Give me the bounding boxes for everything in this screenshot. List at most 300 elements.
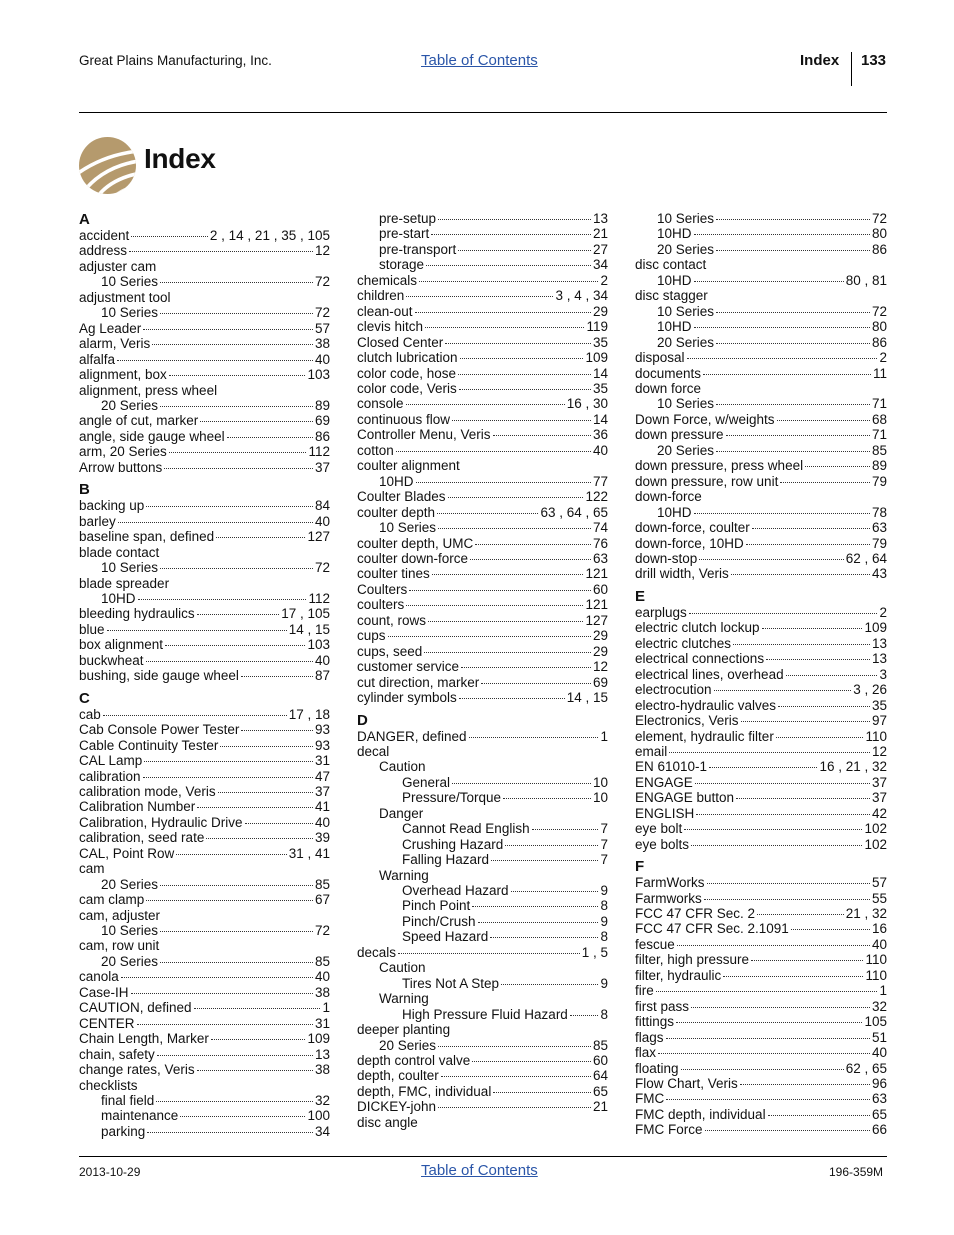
index-page-refs[interactable]: 121 (585, 597, 608, 613)
index-entry[interactable] (635, 713, 887, 728)
index-page-refs[interactable]: 31 , 41 (288, 845, 330, 861)
index-entry[interactable] (79, 877, 330, 892)
index-page-refs[interactable]: 7 (600, 821, 608, 837)
index-page-refs[interactable]: 37 (871, 774, 887, 790)
index-entry[interactable] (357, 288, 608, 303)
index-entry[interactable] (79, 722, 330, 737)
index-entry[interactable] (635, 775, 887, 790)
index-page-refs[interactable]: 9 (600, 975, 608, 991)
index-page-refs[interactable]: 63 (592, 550, 608, 566)
index-entry[interactable] (635, 536, 887, 551)
index-entry[interactable] (357, 898, 608, 913)
index-page-refs[interactable]: 65 (592, 1083, 608, 1099)
index-page-refs[interactable]: 8 (600, 929, 608, 945)
index-page-refs[interactable]: 87 (314, 668, 330, 684)
index-entry[interactable] (79, 830, 330, 845)
index-page-refs[interactable]: 38 (314, 984, 330, 1000)
index-entry[interactable] (357, 790, 608, 805)
index-entry[interactable] (357, 852, 608, 867)
index-entry[interactable] (635, 744, 887, 759)
index-entry[interactable] (357, 597, 608, 612)
index-page-refs[interactable]: 9 (600, 883, 608, 899)
index-page-refs[interactable]: 40 (314, 351, 330, 367)
index-page-refs[interactable]: 63 (871, 520, 887, 536)
index-page-refs[interactable]: 35 (592, 380, 608, 396)
index-page-refs[interactable]: 32 (871, 998, 887, 1014)
index-entry[interactable] (635, 1107, 887, 1122)
index-entry[interactable] (79, 985, 330, 1000)
index-page-refs[interactable]: 97 (871, 713, 887, 729)
index-entry[interactable] (635, 520, 887, 535)
index-page-refs[interactable]: 72 (314, 560, 330, 576)
index-page-refs[interactable]: 62 , 64 (845, 550, 887, 566)
index-page-refs[interactable]: 85 (871, 442, 887, 458)
index-page-refs[interactable]: 34 (314, 1123, 330, 1139)
index-entry[interactable] (79, 954, 330, 969)
index-entry[interactable] (357, 837, 608, 852)
index-page-refs[interactable]: 37 (314, 459, 330, 475)
index-entry[interactable] (79, 753, 330, 768)
index-page-refs[interactable]: 17 , 105 (281, 606, 330, 622)
index-page-refs[interactable]: 29 (592, 303, 608, 319)
index-entry[interactable] (357, 505, 608, 520)
index-entry[interactable] (357, 976, 608, 991)
index-entry[interactable] (79, 622, 330, 637)
index-entry[interactable] (79, 707, 330, 722)
index-page-refs[interactable]: 3 , 26 (853, 682, 887, 698)
index-entry[interactable] (635, 875, 887, 890)
index-page-refs[interactable]: 110 (865, 728, 887, 744)
header-toc-link[interactable]: Table of Contents (421, 52, 538, 69)
index-entry[interactable] (357, 335, 608, 350)
index-page-refs[interactable]: 47 (314, 768, 330, 784)
index-entry[interactable] (357, 242, 608, 257)
index-entry[interactable] (357, 1084, 608, 1099)
index-page-refs[interactable]: 31 (314, 1015, 330, 1031)
index-entry[interactable] (79, 738, 330, 753)
index-entry[interactable] (79, 429, 330, 444)
index-page-refs[interactable]: 57 (871, 875, 887, 891)
index-entry[interactable] (79, 1016, 330, 1031)
index-entry[interactable] (79, 413, 330, 428)
index-page-refs[interactable]: 85 (592, 1037, 608, 1053)
index-entry[interactable] (635, 620, 887, 635)
index-page-refs[interactable]: 21 , 32 (845, 906, 887, 922)
index-page-refs[interactable]: 79 (871, 473, 887, 489)
index-page-refs[interactable]: 29 (592, 643, 608, 659)
index-page-refs[interactable]: 103 (307, 367, 330, 383)
index-page-refs[interactable]: 3 (879, 666, 887, 682)
index-entry[interactable] (79, 398, 330, 413)
index-entry[interactable] (635, 1091, 887, 1106)
index-entry[interactable] (79, 653, 330, 668)
index-entry[interactable] (79, 1062, 330, 1077)
index-page-refs[interactable]: 60 (592, 1053, 608, 1069)
index-page-refs[interactable]: 105 (864, 1014, 887, 1030)
index-page-refs[interactable]: 110 (865, 967, 887, 983)
index-page-refs[interactable]: 12 (314, 243, 330, 259)
index-page-refs[interactable]: 122 (585, 489, 608, 505)
index-entry[interactable] (79, 560, 330, 575)
index-entry[interactable] (357, 273, 608, 288)
index-page-refs[interactable]: 7 (600, 836, 608, 852)
index-page-refs[interactable]: 74 (592, 520, 608, 536)
index-entry[interactable] (635, 891, 887, 906)
index-page-refs[interactable]: 35 (592, 334, 608, 350)
index-page-refs[interactable]: 68 (871, 411, 887, 427)
index-page-refs[interactable]: 71 (871, 396, 887, 412)
index-entry[interactable] (357, 883, 608, 898)
index-entry[interactable] (357, 520, 608, 535)
index-page-refs[interactable]: 127 (585, 612, 608, 628)
index-entry[interactable] (357, 489, 608, 504)
index-page-refs[interactable]: 12 (592, 659, 608, 675)
index-entry[interactable] (357, 350, 608, 365)
index-page-refs[interactable]: 96 (871, 1076, 887, 1092)
index-entry[interactable] (635, 837, 887, 852)
index-entry[interactable] (357, 412, 608, 427)
index-entry[interactable] (357, 914, 608, 929)
index-page-refs[interactable]: 112 (308, 590, 330, 606)
index-page-refs[interactable]: 12 (871, 743, 887, 759)
index-entry[interactable] (635, 505, 887, 520)
index-entry[interactable] (635, 412, 887, 427)
index-page-refs[interactable]: 1 (322, 1000, 330, 1016)
index-entry[interactable] (79, 923, 330, 938)
index-page-refs[interactable]: 2 , 14 , 21 , 35 , 105 (209, 228, 330, 243)
index-entry[interactable] (79, 1047, 330, 1062)
index-entry[interactable] (635, 999, 887, 1014)
index-page-refs[interactable]: 80 , 81 (845, 272, 887, 288)
index-page-refs[interactable]: 93 (314, 737, 330, 753)
index-entry[interactable] (79, 336, 330, 351)
index-page-refs[interactable]: 57 (314, 320, 330, 336)
index-entry[interactable] (635, 1030, 887, 1045)
index-page-refs[interactable]: 60 (592, 581, 608, 597)
index-page-refs[interactable]: 89 (871, 458, 887, 474)
index-entry[interactable] (79, 815, 330, 830)
index-page-refs[interactable]: 121 (585, 566, 608, 582)
index-entry[interactable] (357, 775, 608, 790)
index-entry[interactable] (635, 350, 887, 365)
index-entry[interactable] (357, 474, 608, 489)
index-entry[interactable] (635, 806, 887, 821)
index-page-refs[interactable]: 72 (314, 923, 330, 939)
index-page-refs[interactable]: 37 (314, 783, 330, 799)
index-page-refs[interactable]: 13 (871, 635, 887, 651)
index-page-refs[interactable]: 1 , 5 (581, 944, 608, 960)
index-page-refs[interactable]: 10 (592, 790, 608, 806)
index-entry[interactable] (635, 443, 887, 458)
index-page-refs[interactable]: 40 (314, 814, 330, 830)
index-entry[interactable] (357, 729, 608, 744)
index-page-refs[interactable]: 35 (871, 697, 887, 713)
index-page-refs[interactable]: 40 (314, 652, 330, 668)
index-entry[interactable] (357, 1099, 608, 1114)
index-page-refs[interactable]: 3 , 4 , 34 (555, 288, 608, 304)
index-entry[interactable] (635, 682, 887, 697)
index-entry[interactable] (635, 983, 887, 998)
index-entry[interactable] (635, 1014, 887, 1029)
index-entry[interactable] (79, 969, 330, 984)
index-page-refs[interactable]: 13 (592, 211, 608, 226)
index-page-refs[interactable]: 14 , 15 (566, 690, 608, 706)
index-entry[interactable] (79, 321, 330, 336)
index-entry[interactable] (357, 945, 608, 960)
index-page-refs[interactable]: 51 (871, 1029, 887, 1045)
index-entry[interactable] (79, 305, 330, 320)
index-entry[interactable] (635, 1061, 887, 1076)
index-page-refs[interactable]: 76 (592, 535, 608, 551)
index-page-refs[interactable]: 40 (592, 442, 608, 458)
index-entry[interactable] (79, 228, 330, 243)
index-page-refs[interactable]: 29 (592, 628, 608, 644)
index-entry[interactable] (635, 551, 887, 566)
index-page-refs[interactable]: 86 (871, 241, 887, 257)
index-page-refs[interactable]: 11 (872, 365, 887, 381)
index-entry[interactable] (79, 846, 330, 861)
index-page-refs[interactable]: 37 (871, 790, 887, 806)
index-page-refs[interactable]: 79 (871, 535, 887, 551)
index-page-refs[interactable]: 40 (871, 1045, 887, 1061)
index-entry[interactable] (357, 675, 608, 690)
index-entry[interactable] (357, 1038, 608, 1053)
index-entry[interactable] (79, 498, 330, 513)
index-entry[interactable] (357, 381, 608, 396)
index-page-refs[interactable]: 14 (592, 365, 608, 381)
index-page-refs[interactable]: 14 , 15 (288, 621, 330, 637)
index-page-refs[interactable]: 127 (307, 529, 330, 545)
index-page-refs[interactable]: 2 (879, 350, 887, 366)
index-page-refs[interactable]: 21 (592, 226, 608, 242)
index-entry[interactable] (357, 1053, 608, 1068)
index-page-refs[interactable]: 1 (879, 983, 887, 999)
index-entry[interactable] (635, 1122, 887, 1137)
index-entry[interactable] (357, 1068, 608, 1083)
index-page-refs[interactable]: 69 (592, 674, 608, 690)
index-page-refs[interactable]: 85 (314, 876, 330, 892)
index-page-refs[interactable]: 63 , 64 , 65 (540, 504, 608, 520)
index-page-refs[interactable]: 93 (314, 722, 330, 738)
index-page-refs[interactable]: 86 (314, 428, 330, 444)
index-entry[interactable] (79, 799, 330, 814)
index-entry[interactable] (635, 273, 887, 288)
index-entry[interactable] (635, 952, 887, 967)
index-entry[interactable] (357, 659, 608, 674)
index-page-refs[interactable]: 72 (314, 274, 330, 290)
index-entry[interactable] (635, 566, 887, 581)
index-page-refs[interactable]: 10 (592, 774, 608, 790)
index-page-refs[interactable]: 14 (592, 411, 608, 427)
index-page-refs[interactable]: 77 (592, 473, 608, 489)
index-entry[interactable] (635, 968, 887, 983)
index-entry[interactable] (79, 1124, 330, 1139)
index-entry[interactable] (357, 427, 608, 442)
index-entry[interactable] (357, 366, 608, 381)
index-entry[interactable] (635, 790, 887, 805)
index-entry[interactable] (635, 304, 887, 319)
index-page-refs[interactable]: 42 (871, 805, 887, 821)
index-page-refs[interactable]: 109 (585, 350, 608, 366)
index-entry[interactable] (79, 1108, 330, 1123)
index-page-refs[interactable]: 1 (600, 728, 608, 744)
index-entry[interactable] (357, 211, 608, 226)
index-page-refs[interactable]: 84 (314, 498, 330, 514)
index-entry[interactable] (635, 921, 887, 936)
index-entry[interactable] (635, 698, 887, 713)
index-page-refs[interactable]: 16 , 30 (566, 396, 608, 412)
index-page-refs[interactable]: 17 , 18 (288, 706, 330, 722)
index-entry[interactable] (357, 582, 608, 597)
index-entry[interactable] (635, 211, 887, 226)
index-entry[interactable] (635, 319, 887, 334)
index-page-refs[interactable]: 110 (865, 952, 887, 968)
index-entry[interactable] (79, 352, 330, 367)
index-entry[interactable] (79, 769, 330, 784)
index-entry[interactable] (79, 591, 330, 606)
index-entry[interactable] (635, 906, 887, 921)
index-entry[interactable] (635, 937, 887, 952)
index-entry[interactable] (79, 892, 330, 907)
index-entry[interactable] (357, 396, 608, 411)
index-page-refs[interactable]: 55 (871, 890, 887, 906)
index-page-refs[interactable]: 67 (314, 892, 330, 908)
index-entry[interactable] (79, 460, 330, 475)
index-page-refs[interactable]: 8 (600, 1006, 608, 1022)
index-entry[interactable] (357, 929, 608, 944)
index-page-refs[interactable]: 102 (864, 821, 887, 837)
index-page-refs[interactable]: 38 (314, 1062, 330, 1078)
index-entry[interactable] (357, 536, 608, 551)
index-page-refs[interactable]: 65 (871, 1106, 887, 1122)
index-page-refs[interactable]: 72 (871, 211, 887, 226)
index-page-refs[interactable]: 86 (871, 334, 887, 350)
index-entry[interactable] (635, 1076, 887, 1091)
index-page-refs[interactable]: 66 (871, 1122, 887, 1138)
index-page-refs[interactable]: 32 (314, 1093, 330, 1109)
index-page-refs[interactable]: 89 (314, 397, 330, 413)
index-page-refs[interactable]: 119 (586, 319, 608, 335)
index-page-refs[interactable]: 69 (314, 413, 330, 429)
index-entry[interactable] (635, 396, 887, 411)
index-entry[interactable] (635, 474, 887, 489)
index-entry[interactable] (79, 606, 330, 621)
index-entry[interactable] (635, 821, 887, 836)
index-entry[interactable] (79, 637, 330, 652)
index-page-refs[interactable]: 38 (314, 336, 330, 352)
index-entry[interactable] (79, 274, 330, 289)
index-entry[interactable] (357, 226, 608, 241)
index-page-refs[interactable]: 41 (314, 799, 330, 815)
index-entry[interactable] (635, 226, 887, 241)
index-entry[interactable] (635, 366, 887, 381)
index-page-refs[interactable]: 9 (600, 913, 608, 929)
index-entry[interactable] (635, 242, 887, 257)
index-page-refs[interactable]: 16 (871, 921, 887, 937)
footer-toc-link[interactable]: Table of Contents (421, 1162, 538, 1179)
index-page-refs[interactable]: 80 (871, 226, 887, 242)
index-entry[interactable] (79, 243, 330, 258)
index-page-refs[interactable]: 103 (307, 637, 330, 653)
index-page-refs[interactable]: 80 (871, 319, 887, 335)
index-entry[interactable] (635, 335, 887, 350)
index-page-refs[interactable]: 34 (592, 257, 608, 273)
index-page-refs[interactable]: 36 (592, 427, 608, 443)
index-page-refs[interactable]: 21 (592, 1099, 608, 1115)
index-page-refs[interactable]: 71 (871, 427, 887, 443)
index-page-refs[interactable]: 40 (871, 936, 887, 952)
index-page-refs[interactable]: 40 (314, 513, 330, 529)
index-entry[interactable] (79, 1000, 330, 1015)
index-page-refs[interactable]: 27 (592, 241, 608, 257)
index-page-refs[interactable]: 62 , 65 (845, 1060, 887, 1076)
index-entry[interactable] (79, 1031, 330, 1046)
index-entry[interactable] (635, 1045, 887, 1060)
index-page-refs[interactable]: 78 (871, 504, 887, 520)
index-entry[interactable] (635, 759, 887, 774)
index-page-refs[interactable]: 43 (871, 566, 887, 582)
index-entry[interactable] (357, 443, 608, 458)
index-entry[interactable] (357, 821, 608, 836)
index-page-refs[interactable]: 64 (592, 1068, 608, 1084)
index-entry[interactable] (79, 529, 330, 544)
index-page-refs[interactable]: 100 (307, 1108, 330, 1124)
index-page-refs[interactable]: 2 (879, 604, 887, 620)
index-page-refs[interactable]: 109 (864, 620, 887, 636)
index-entry[interactable] (635, 667, 887, 682)
index-page-refs[interactable]: 16 , 21 , 32 (819, 759, 887, 775)
index-page-refs[interactable]: 72 (314, 305, 330, 321)
index-page-refs[interactable]: 85 (314, 953, 330, 969)
index-entry[interactable] (357, 551, 608, 566)
index-entry[interactable] (635, 651, 887, 666)
index-entry[interactable] (357, 690, 608, 705)
index-entry[interactable] (79, 514, 330, 529)
index-entry[interactable] (357, 304, 608, 319)
index-page-refs[interactable]: 63 (871, 1091, 887, 1107)
index-entry[interactable] (635, 636, 887, 651)
index-page-refs[interactable]: 72 (871, 303, 887, 319)
index-page-refs[interactable]: 2 (600, 272, 608, 288)
index-entry[interactable] (357, 1007, 608, 1022)
index-entry[interactable] (357, 257, 608, 272)
index-entry[interactable] (635, 729, 887, 744)
index-page-refs[interactable]: 109 (307, 1031, 330, 1047)
index-entry[interactable] (357, 613, 608, 628)
index-entry[interactable] (79, 1093, 330, 1108)
index-entry[interactable] (79, 668, 330, 683)
index-entry[interactable] (357, 319, 608, 334)
index-page-refs[interactable]: 102 (864, 836, 887, 852)
index-entry[interactable] (635, 427, 887, 442)
index-entry[interactable] (79, 367, 330, 382)
index-entry[interactable] (635, 458, 887, 473)
index-entry[interactable] (635, 605, 887, 620)
index-page-refs[interactable]: 13 (871, 651, 887, 667)
index-page-refs[interactable]: 112 (308, 444, 330, 460)
index-entry[interactable] (79, 784, 330, 799)
index-entry[interactable] (357, 644, 608, 659)
index-page-refs[interactable]: 7 (600, 852, 608, 868)
index-page-refs[interactable]: 8 (600, 898, 608, 914)
index-page-refs[interactable]: 31 (314, 753, 330, 769)
index-page-refs[interactable]: 13 (314, 1046, 330, 1062)
index-entry[interactable] (357, 628, 608, 643)
index-entry[interactable] (79, 444, 330, 459)
index-entry[interactable] (357, 566, 608, 581)
index-page-refs[interactable]: 40 (314, 969, 330, 985)
index-page-refs[interactable]: 39 (314, 830, 330, 846)
